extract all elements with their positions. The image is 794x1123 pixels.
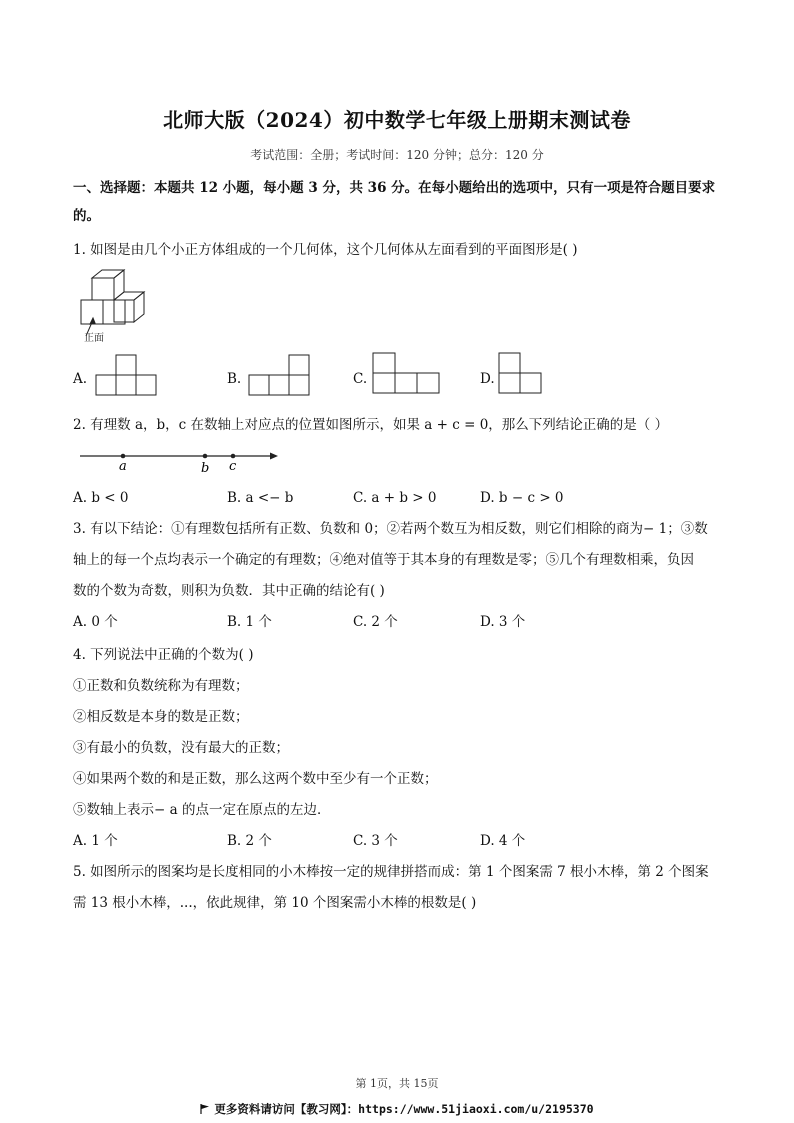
point-c <box>231 454 236 459</box>
label-c: c <box>229 459 237 474</box>
point-a <box>121 454 126 459</box>
q4-statement-3: ③有最小的负数，没有最大的正数； <box>73 740 289 756</box>
q3-option-c[interactable]: C. 2 个 <box>353 614 398 630</box>
point-b <box>203 454 208 459</box>
q1-option-c-figure <box>370 350 446 398</box>
question-3-line-1: 3. 有以下结论：①有理数包括所有正数、负数和 0；②若两个数互为相反数，则它们相除的商为− 1；③数 <box>73 521 708 537</box>
q1-option-a[interactable]: A. <box>73 371 88 387</box>
footer-link-text[interactable]: 更多资料请访问【教习网】：https://www.51jiaoxi.com/u/2195370 <box>214 1102 594 1116</box>
q4-option-d[interactable]: D. 4 个 <box>480 833 526 849</box>
q1-option-a-figure <box>93 352 169 398</box>
label-a: a <box>119 459 127 474</box>
q2-option-a[interactable]: A. b < 0 <box>73 490 129 506</box>
section-heading: 一、选择题：本题共 12 小题，每小题 3 分，共 36 分。在每小题给出的选项中，只有一项是符合题目要求 <box>73 180 716 196</box>
q1-option-b[interactable]: B. <box>227 371 242 387</box>
q4-statement-4: ④如果两个数的和是正数，那么这两个数中至少有一个正数； <box>73 771 438 787</box>
question-2-stem: 2. 有理数 a，b，c 在数轴上对应点的位置如图所示，如果 a + c = 0，那么下列结论正确的是（ ） <box>73 417 669 433</box>
front-label: 正面 <box>84 333 104 344</box>
q4-option-b[interactable]: B. 2 个 <box>227 833 272 849</box>
q1-option-d-figure <box>496 350 546 398</box>
q4-statement-5: ⑤数轴上表示− a 的点一定在原点的左边． <box>73 802 331 818</box>
q4-option-c[interactable]: C. 3 个 <box>353 833 398 849</box>
exam-info: 考试范围：全册；考试时间：120 分钟；总分：120 分 <box>250 148 544 162</box>
question-4-stem: 4. 下列说法中正确的个数为( ) <box>73 647 254 663</box>
q4-statement-2: ②相反数是本身的数是正数； <box>73 709 249 725</box>
flag-icon <box>200 1104 210 1114</box>
question-3-line-3: 数的个数为奇数，则积为负数．其中正确的结论有( ) <box>73 583 385 599</box>
q2-option-d[interactable]: D. b − c > 0 <box>480 490 564 506</box>
question-3-line-2: 轴上的每一个点均表示一个确定的有理数；④绝对值等于其本身的有理数是零；⑤几个有理数相乘，负因 <box>73 552 694 568</box>
page-title: 北师大版（2024）初中数学七年级上册期末测试卷 <box>163 108 631 132</box>
q2-option-c[interactable]: C. a + b > 0 <box>353 490 437 506</box>
q1-solid-figure <box>78 268 150 344</box>
label-b: b <box>201 461 210 476</box>
q4-option-a[interactable]: A. 1 个 <box>73 833 118 849</box>
footer-link[interactable] <box>0 1101 794 1117</box>
q1-option-d[interactable]: D. <box>480 371 495 387</box>
question-1-stem: 1. 如图是由几个小正方体组成的一个几何体，这个几何体从左面看到的平面图形是( ) <box>73 242 578 258</box>
page-number: 第 1页，共 15页 <box>355 1077 439 1090</box>
q2-option-b[interactable]: B. a <− b <box>227 490 294 506</box>
q3-option-a[interactable]: A. 0 个 <box>73 614 118 630</box>
q1-option-b-figure <box>244 352 320 398</box>
q1-option-c[interactable]: C. <box>353 371 368 387</box>
q3-option-d[interactable]: D. 3 个 <box>480 614 526 630</box>
question-5-line-1: 5. 如图所示的图案均是长度相同的小木棒按一定的规律拼搭而成：第 1 个图案需 7 根小木棒，第 2 个图案 <box>73 864 709 880</box>
question-5-line-2: 需 13 根小木棒，...，依此规律，第 10 个图案需小木棒的根数是( ) <box>73 895 477 911</box>
section-heading-cont: 的。 <box>73 208 100 224</box>
q3-option-b[interactable]: B. 1 个 <box>227 614 272 630</box>
q2-number-line <box>78 448 284 476</box>
q4-statement-1: ①正数和负数统称为有理数； <box>73 678 249 694</box>
